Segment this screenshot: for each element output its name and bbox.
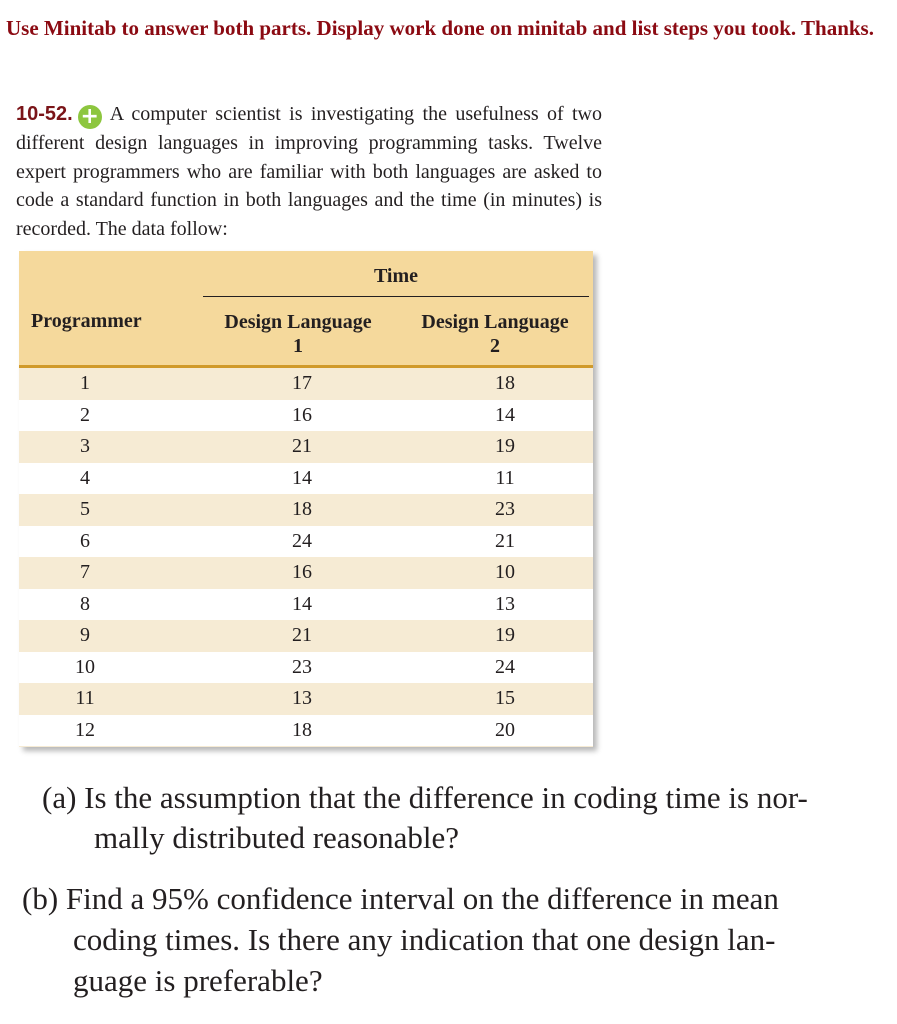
language1-column-header — [211, 310, 385, 358]
language1-cell: 17 — [292, 372, 312, 394]
table-row — [19, 715, 593, 747]
programmer-cell: 8 — [80, 592, 90, 615]
programmer-cell: 5 — [80, 498, 90, 520]
language2-header-label: Design Language — [421, 311, 569, 333]
language1-cell: 21 — [292, 624, 312, 646]
table-row — [19, 620, 593, 652]
language1-cell: 14 — [292, 592, 312, 615]
problem-number: 10-52. — [16, 103, 73, 125]
language2-cell: 18 — [495, 372, 515, 394]
language1-header-label: Design Language — [224, 311, 372, 333]
language1-cell: 18 — [292, 498, 312, 520]
language2-cell: 14 — [495, 403, 515, 426]
language2-cell: 24 — [495, 655, 515, 678]
language2-header-number: 2 — [490, 335, 500, 357]
table-row — [19, 431, 593, 463]
table-row — [19, 683, 593, 715]
problem-text: A computer scientist is investigating the usefulness of two different design languages in improving programming tasks. Twelve expert programmers who are familiar with both languages are asked to code a standard function in both languages and the time (in minutes) is recorded. The data follow: — [16, 103, 602, 240]
programmer-column-header: Programmer — [31, 310, 142, 332]
time-header-rule — [203, 296, 589, 297]
plus-circle-icon: + — [78, 105, 102, 129]
question-a-line2: mally distributed reasonable? — [94, 820, 459, 855]
table-row — [19, 652, 593, 684]
table-row — [19, 557, 593, 589]
table-row — [19, 494, 593, 526]
request-text: Use Minitab to answer both parts. Display work done on minitab and list steps you took. Thanks. — [6, 16, 874, 40]
table-row — [19, 589, 593, 621]
table-body — [19, 368, 593, 746]
language2-cell: 21 — [495, 529, 515, 552]
table-header — [19, 251, 593, 368]
language1-cell: 21 — [292, 435, 312, 457]
language1-cell: 16 — [292, 561, 312, 583]
language2-cell: 13 — [495, 592, 515, 615]
table-row — [19, 526, 593, 558]
programmer-cell: 11 — [75, 687, 95, 709]
language2-cell: 19 — [495, 624, 515, 646]
programmer-cell: 3 — [80, 435, 90, 457]
language2-cell: 10 — [495, 561, 515, 583]
table-row — [19, 400, 593, 432]
language2-cell: 19 — [495, 435, 515, 457]
language1-cell: 13 — [292, 687, 312, 709]
question-b-line1: (b) Find a 95% confidence interval on the difference in mean — [22, 881, 779, 916]
programmer-cell: 12 — [75, 718, 95, 741]
language2-cell: 11 — [495, 466, 515, 489]
programmer-cell: 6 — [80, 529, 90, 552]
table-row — [19, 368, 593, 400]
programmer-cell: 4 — [80, 466, 90, 489]
question-b-line3: guage is preferable? — [73, 963, 323, 998]
data-table — [19, 251, 593, 747]
time-group-header: Time — [373, 265, 419, 287]
language2-cell: 20 — [495, 718, 515, 741]
problem-statement — [16, 100, 602, 243]
question-b-line2: coding times. Is there any indication that one design lan- — [73, 922, 776, 957]
table-row — [19, 463, 593, 495]
language2-cell: 23 — [495, 498, 515, 520]
language1-cell: 24 — [292, 529, 312, 552]
programmer-cell: 7 — [80, 561, 90, 583]
language1-cell: 16 — [292, 403, 312, 426]
language1-header-number: 1 — [293, 335, 303, 357]
language1-cell: 14 — [292, 466, 312, 489]
question-a-line1: (a) Is the assumption that the difference in coding time is nor- — [42, 780, 808, 815]
programmer-cell: 10 — [75, 655, 95, 678]
language2-cell: 15 — [495, 687, 515, 709]
language2-column-header — [405, 310, 585, 358]
language1-cell: 23 — [292, 655, 312, 678]
programmer-cell: 1 — [80, 372, 90, 394]
programmer-cell: 9 — [80, 624, 90, 646]
programmer-cell: 2 — [80, 403, 90, 426]
language1-cell: 18 — [292, 718, 312, 741]
